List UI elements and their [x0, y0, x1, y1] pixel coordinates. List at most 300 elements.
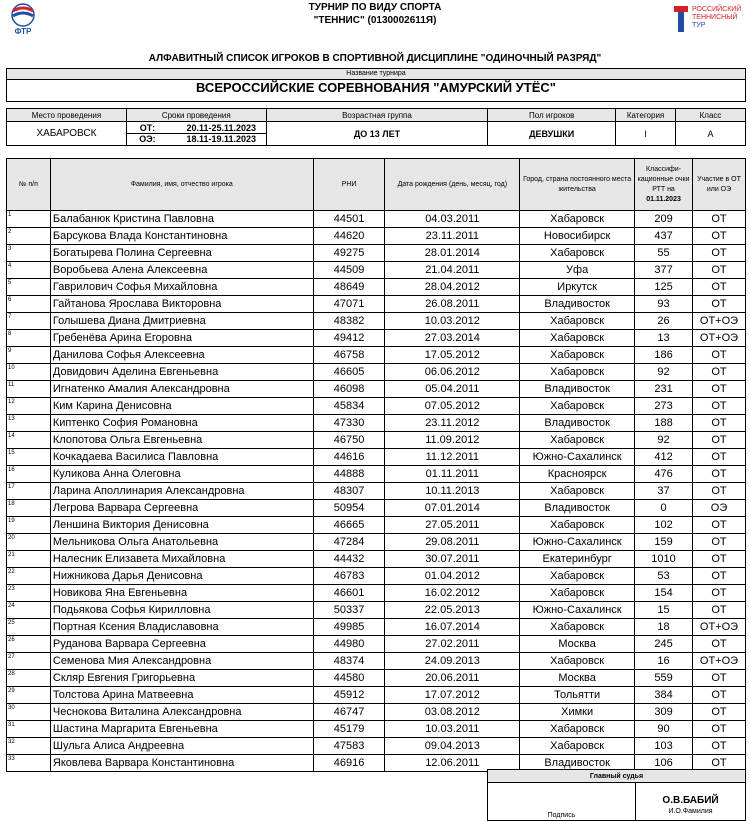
row-number: 22	[7, 568, 51, 585]
row-number: 17	[7, 483, 51, 500]
player-points: 90	[635, 721, 693, 738]
row-number: 32	[7, 738, 51, 755]
player-dob: 07.05.2012	[385, 398, 520, 415]
player-dob: 27.02.2011	[385, 636, 520, 653]
player-city: Южно-Сахалинск	[520, 449, 635, 466]
gender-value: ДЕВУШКИ	[488, 122, 616, 146]
player-rni: 44509	[313, 262, 385, 279]
player-city: Хабаровск	[520, 619, 635, 636]
row-number: 33	[7, 755, 51, 772]
player-participation: ОТ	[693, 670, 746, 687]
table-row	[7, 738, 746, 755]
player-name: Голышева Диана Дмитриевна	[50, 313, 313, 330]
player-name: Ларина Аполлинария Александровна	[50, 483, 313, 500]
player-points: 273	[635, 398, 693, 415]
player-dob: 26.08.2011	[385, 296, 520, 313]
table-row	[7, 381, 746, 398]
table-row	[7, 364, 746, 381]
player-dob: 17.07.2012	[385, 687, 520, 704]
chief-judge-block	[487, 769, 746, 821]
player-name: Руданова Варвара Сергеевна	[50, 636, 313, 653]
row-number: 19	[7, 517, 51, 534]
player-dob: 23.11.2011	[385, 228, 520, 245]
row-number: 30	[7, 704, 51, 721]
player-name: Яковлева Варвара Константиновна	[50, 755, 313, 772]
player-participation: ОТ+ОЭ	[693, 619, 746, 636]
row-number: 8	[7, 330, 51, 347]
player-participation: ОТ	[693, 636, 746, 653]
table-row	[7, 636, 746, 653]
player-participation: ОТ+ОЭ	[693, 653, 746, 670]
player-rni: 47583	[313, 738, 385, 755]
player-name: Данилова Софья Алексеевна	[50, 347, 313, 364]
player-city: Хабаровск	[520, 517, 635, 534]
player-points: 55	[635, 245, 693, 262]
player-points: 231	[635, 381, 693, 398]
player-dob: 16.02.2012	[385, 585, 520, 602]
player-name: Балабанюк Кристина Павловна	[50, 211, 313, 228]
rtt-logo-line3: ТУР	[692, 22, 706, 29]
row-number: 31	[7, 721, 51, 738]
player-points: 125	[635, 279, 693, 296]
player-dob: 11.12.2011	[385, 449, 520, 466]
row-number: 29	[7, 687, 51, 704]
player-dob: 20.06.2011	[385, 670, 520, 687]
row-number: 6	[7, 296, 51, 313]
player-dob: 04.03.2011	[385, 211, 520, 228]
document-title: АЛФАВИТНЫЙ СПИСОК ИГРОКОВ В СПОРТИВНОЙ ДИСЦИПЛИНЕ "ОДИНОЧНЫЙ РАЗРЯД"	[148, 53, 602, 64]
col-points-label: Классифи- кационные очки РТТ на	[637, 165, 690, 193]
player-participation: ОТ	[693, 585, 746, 602]
player-name: Гребенёва Арина Егоровна	[50, 330, 313, 347]
row-number: 11	[7, 381, 51, 398]
player-rni: 47284	[313, 534, 385, 551]
table-row	[7, 449, 746, 466]
player-city: Хабаровск	[520, 245, 635, 262]
table-row	[7, 296, 746, 313]
table-row	[7, 704, 746, 721]
player-name: Гаврилович Софья Михайловна	[50, 279, 313, 296]
player-dob: 16.07.2014	[385, 619, 520, 636]
player-dob: 17.05.2012	[385, 347, 520, 364]
category-header: Категория	[616, 109, 676, 122]
col-points-header	[635, 159, 693, 211]
player-rni: 50337	[313, 602, 385, 619]
player-participation: ОТ	[693, 602, 746, 619]
player-participation: ОТ	[693, 415, 746, 432]
table-row	[7, 670, 746, 687]
player-city: Хабаровск	[520, 364, 635, 381]
player-city: Хабаровск	[520, 330, 635, 347]
col-points-date: 01.11.2023	[646, 195, 681, 203]
row-number: 5	[7, 279, 51, 296]
player-city: Хабаровск	[520, 313, 635, 330]
player-dob: 28.01.2014	[385, 245, 520, 262]
row-number: 27	[7, 653, 51, 670]
judge-name-cell	[636, 783, 746, 821]
row-number: 28	[7, 670, 51, 687]
player-name: Толстова Арина Матвеевна	[50, 687, 313, 704]
col-rni-header: РНИ	[313, 159, 385, 211]
player-participation: ОТ	[693, 534, 746, 551]
table-row	[7, 211, 746, 228]
table-row	[7, 602, 746, 619]
player-city: Южно-Сахалинск	[520, 534, 635, 551]
player-participation: ОТ	[693, 279, 746, 296]
player-name: Шастина Маргарита Евгеньевна	[50, 721, 313, 738]
player-rni: 49985	[313, 619, 385, 636]
player-points: 412	[635, 449, 693, 466]
player-dob: 28.04.2012	[385, 279, 520, 296]
player-city: Химки	[520, 704, 635, 721]
table-row	[7, 245, 746, 262]
player-participation: ОТ	[693, 296, 746, 313]
player-points: 377	[635, 262, 693, 279]
player-participation: ОТ	[693, 738, 746, 755]
player-rni: 46747	[313, 704, 385, 721]
players-table-body	[7, 211, 746, 772]
player-rni: 44580	[313, 670, 385, 687]
player-dob: 10.03.2011	[385, 721, 520, 738]
oe-label: ОЭ:	[139, 134, 156, 144]
player-name: Подьякова Софья Кирилловна	[50, 602, 313, 619]
player-rni: 48382	[313, 313, 385, 330]
player-rni: 46750	[313, 432, 385, 449]
player-points: 154	[635, 585, 693, 602]
col-participation-header: Участие в ОТ или ОЭ	[693, 159, 746, 211]
player-participation: ОТ+ОЭ	[693, 330, 746, 347]
player-rni: 49275	[313, 245, 385, 262]
table-row	[7, 466, 746, 483]
player-points: 53	[635, 568, 693, 585]
player-dob: 03.08.2012	[385, 704, 520, 721]
player-participation: ОТ	[693, 347, 746, 364]
header-line1: ТУРНИР ПО ВИДУ СПОРТА	[308, 2, 442, 13]
player-points: 18	[635, 619, 693, 636]
player-city: Красноярск	[520, 466, 635, 483]
dates-value	[126, 122, 266, 146]
player-name: Мельникова Ольга Анатольевна	[50, 534, 313, 551]
col-dob-header: Дата рождения (день, месяц, год)	[385, 159, 520, 211]
player-dob: 12.06.2011	[385, 755, 520, 772]
player-name: Барсукова Влада Константиновна	[50, 228, 313, 245]
player-participation: ОТ	[693, 517, 746, 534]
player-rni: 47071	[313, 296, 385, 313]
player-points: 106	[635, 755, 693, 772]
table-row	[7, 721, 746, 738]
row-number: 10	[7, 364, 51, 381]
player-rni: 44888	[313, 466, 385, 483]
player-points: 186	[635, 347, 693, 364]
player-rni: 46665	[313, 517, 385, 534]
table-row	[7, 398, 746, 415]
player-participation: ОТ	[693, 398, 746, 415]
judge-name-label: И.О.Фамилия	[668, 807, 713, 815]
age-value: ДО 13 ЛЕТ	[266, 122, 488, 146]
row-number: 1	[7, 211, 51, 228]
player-city: Хабаровск	[520, 568, 635, 585]
table-row	[7, 500, 746, 517]
player-points: 159	[635, 534, 693, 551]
player-name: Скляр Евгения Григорьевна	[50, 670, 313, 687]
player-dob: 01.11.2011	[385, 466, 520, 483]
player-dob: 10.03.2012	[385, 313, 520, 330]
player-participation: ОТ	[693, 245, 746, 262]
player-participation: ОТ	[693, 432, 746, 449]
player-dob: 01.04.2012	[385, 568, 520, 585]
player-rni: 46758	[313, 347, 385, 364]
gender-header: Пол игроков	[488, 109, 616, 122]
player-dob: 30.07.2011	[385, 551, 520, 568]
col-num-header: № п/п	[7, 159, 51, 211]
row-number: 13	[7, 415, 51, 432]
table-row	[7, 279, 746, 296]
player-name: Киптенко София Романовна	[50, 415, 313, 432]
row-number: 16	[7, 466, 51, 483]
player-points: 559	[635, 670, 693, 687]
player-city: Москва	[520, 670, 635, 687]
table-row	[7, 415, 746, 432]
player-name: Шульга Алиса Андреевна	[50, 738, 313, 755]
tournament-name-caption: Название турнира	[7, 69, 745, 80]
row-number: 18	[7, 500, 51, 517]
player-dob: 23.11.2012	[385, 415, 520, 432]
ot-label: ОТ:	[139, 123, 156, 133]
player-rni: 47330	[313, 415, 385, 432]
player-name: Новикова Яна Евгеньевна	[50, 585, 313, 602]
ftr-logo-text: ФТР	[14, 27, 32, 35]
table-row	[7, 262, 746, 279]
player-rni: 49412	[313, 330, 385, 347]
player-name: Кочкадаева Василиса Павловна	[50, 449, 313, 466]
player-participation: ОТ	[693, 381, 746, 398]
player-city: Хабаровск	[520, 653, 635, 670]
row-number: 25	[7, 619, 51, 636]
player-name: Леншина Виктория Денисовна	[50, 517, 313, 534]
player-participation: ОТ	[693, 755, 746, 772]
table-row	[7, 313, 746, 330]
player-city: Москва	[520, 636, 635, 653]
player-city: Владивосток	[520, 415, 635, 432]
table-row	[7, 551, 746, 568]
player-dob: 06.06.2012	[385, 364, 520, 381]
player-points: 0	[635, 500, 693, 517]
player-rni: 48374	[313, 653, 385, 670]
player-points: 92	[635, 432, 693, 449]
player-dob: 27.05.2011	[385, 517, 520, 534]
row-number: 15	[7, 449, 51, 466]
judge-name: О.В.БАБИЙ	[662, 794, 719, 806]
player-points: 1010	[635, 551, 693, 568]
row-number: 4	[7, 262, 51, 279]
player-name: Куликова Анна Олеговна	[50, 466, 313, 483]
row-number: 14	[7, 432, 51, 449]
player-participation: ОТ	[693, 364, 746, 381]
table-row	[7, 619, 746, 636]
player-participation: ОТ	[693, 551, 746, 568]
player-name: Нижникова Дарья Денисовна	[50, 568, 313, 585]
signature-field: Подпись	[488, 783, 636, 821]
ot-dates: 20.11-25.11.2023	[186, 123, 257, 133]
player-points: 245	[635, 636, 693, 653]
row-number: 12	[7, 398, 51, 415]
player-rni: 45179	[313, 721, 385, 738]
player-city: Тольятти	[520, 687, 635, 704]
table-row	[7, 330, 746, 347]
player-rni: 44616	[313, 449, 385, 466]
player-city: Владивосток	[520, 755, 635, 772]
player-participation: ОТ	[693, 466, 746, 483]
table-row	[7, 653, 746, 670]
table-row	[7, 432, 746, 449]
row-number: 2	[7, 228, 51, 245]
player-dob: 21.04.2011	[385, 262, 520, 279]
player-rni: 46783	[313, 568, 385, 585]
venue-value: ХАБАРОВСК	[7, 122, 127, 146]
player-points: 476	[635, 466, 693, 483]
player-rni: 46098	[313, 381, 385, 398]
player-dob: 27.03.2014	[385, 330, 520, 347]
row-number: 7	[7, 313, 51, 330]
player-name: Портная Ксения Владиславовна	[50, 619, 313, 636]
tournament-info-table	[6, 108, 746, 146]
player-participation: ОЭ	[693, 500, 746, 517]
tournament-name: ВСЕРОССИЙСКИЕ СОРЕВНОВАНИЯ "АМУРСКИЙ УТЁС"	[196, 80, 556, 95]
player-rni: 48307	[313, 483, 385, 500]
row-number: 3	[7, 245, 51, 262]
player-name: Гайтанова Ярослава Викторовна	[50, 296, 313, 313]
player-name: Ким Карина Денисовна	[50, 398, 313, 415]
player-city: Хабаровск	[520, 398, 635, 415]
player-points: 37	[635, 483, 693, 500]
player-participation: ОТ	[693, 721, 746, 738]
age-header: Возрастная группа	[266, 109, 488, 122]
tournament-name-box	[6, 68, 746, 102]
row-number: 20	[7, 534, 51, 551]
player-points: 437	[635, 228, 693, 245]
player-city: Хабаровск	[520, 211, 635, 228]
player-participation: ОТ	[693, 687, 746, 704]
player-rni: 48649	[313, 279, 385, 296]
class-header: Класс	[676, 109, 746, 122]
player-city: Хабаровск	[520, 585, 635, 602]
table-row	[7, 517, 746, 534]
player-rni: 44620	[313, 228, 385, 245]
player-city: Новосибирск	[520, 228, 635, 245]
player-city: Уфа	[520, 262, 635, 279]
player-points: 15	[635, 602, 693, 619]
player-name: Воробьева Алена Алексеевна	[50, 262, 313, 279]
player-rni: 50954	[313, 500, 385, 517]
player-dob: 24.09.2013	[385, 653, 520, 670]
player-rni: 45834	[313, 398, 385, 415]
player-points: 309	[635, 704, 693, 721]
row-number: 26	[7, 636, 51, 653]
player-name: Налесник Елизавета Михайловна	[50, 551, 313, 568]
col-name-header: Фамилия, имя, отчество игрока	[50, 159, 313, 211]
player-dob: 09.04.2013	[385, 738, 520, 755]
row-number: 24	[7, 602, 51, 619]
dates-header: Сроки проведения	[126, 109, 266, 122]
player-points: 209	[635, 211, 693, 228]
player-city: Хабаровск	[520, 738, 635, 755]
player-points: 384	[635, 687, 693, 704]
class-value: А	[676, 122, 746, 146]
player-points: 26	[635, 313, 693, 330]
player-participation: ОТ	[693, 449, 746, 466]
player-rni: 46916	[313, 755, 385, 772]
player-rni: 46601	[313, 585, 385, 602]
player-city: Владивосток	[520, 381, 635, 398]
player-points: 102	[635, 517, 693, 534]
player-city: Хабаровск	[520, 721, 635, 738]
player-name: Семенова Мия Александровна	[50, 653, 313, 670]
player-city: Хабаровск	[520, 483, 635, 500]
player-city: Екатеринбург	[520, 551, 635, 568]
player-rni: 44432	[313, 551, 385, 568]
player-points: 92	[635, 364, 693, 381]
table-row	[7, 687, 746, 704]
player-name: Довидович Аделина Евгеньевна	[50, 364, 313, 381]
player-participation: ОТ	[693, 211, 746, 228]
player-city: Владивосток	[520, 296, 635, 313]
player-points: 16	[635, 653, 693, 670]
player-participation: ОТ	[693, 483, 746, 500]
venue-header: Место проведения	[7, 109, 127, 122]
player-points: 13	[635, 330, 693, 347]
player-dob: 22.05.2013	[385, 602, 520, 619]
player-participation: ОТ	[693, 704, 746, 721]
player-points: 103	[635, 738, 693, 755]
chief-judge-caption: Главный судья	[488, 770, 746, 783]
player-participation: ОТ+ОЭ	[693, 313, 746, 330]
rtt-logo-line2: ТЕННИСНЫЙ	[692, 14, 738, 21]
player-dob: 05.04.2011	[385, 381, 520, 398]
player-name: Легрова Варвара Сергеевна	[50, 500, 313, 517]
player-name: Чеснокова Виталина Александровна	[50, 704, 313, 721]
row-number: 21	[7, 551, 51, 568]
table-row	[7, 568, 746, 585]
player-participation: ОТ	[693, 262, 746, 279]
player-participation: ОТ	[693, 568, 746, 585]
header-line2: "ТЕННИС" (0130002611Я)	[313, 15, 437, 26]
rtt-logo-line1: РОССИЙСКИЙ	[692, 6, 742, 13]
player-dob: 11.09.2012	[385, 432, 520, 449]
oe-dates: 18.11-19.11.2023	[186, 134, 257, 144]
player-rni: 45912	[313, 687, 385, 704]
player-participation: ОТ	[693, 228, 746, 245]
category-value: I	[616, 122, 676, 146]
table-row	[7, 347, 746, 364]
row-number: 9	[7, 347, 51, 364]
row-number: 23	[7, 585, 51, 602]
table-row	[7, 228, 746, 245]
player-city: Хабаровск	[520, 432, 635, 449]
player-name: Богатырева Полина Сергеевна	[50, 245, 313, 262]
player-city: Хабаровск	[520, 347, 635, 364]
player-city: Южно-Сахалинск	[520, 602, 635, 619]
player-city: Иркутск	[520, 279, 635, 296]
table-row	[7, 585, 746, 602]
table-row	[7, 483, 746, 500]
player-rni: 44980	[313, 636, 385, 653]
player-dob: 10.11.2013	[385, 483, 520, 500]
table-row	[7, 534, 746, 551]
player-dob: 29.08.2011	[385, 534, 520, 551]
player-rni: 46605	[313, 364, 385, 381]
player-points: 93	[635, 296, 693, 313]
player-points: 188	[635, 415, 693, 432]
